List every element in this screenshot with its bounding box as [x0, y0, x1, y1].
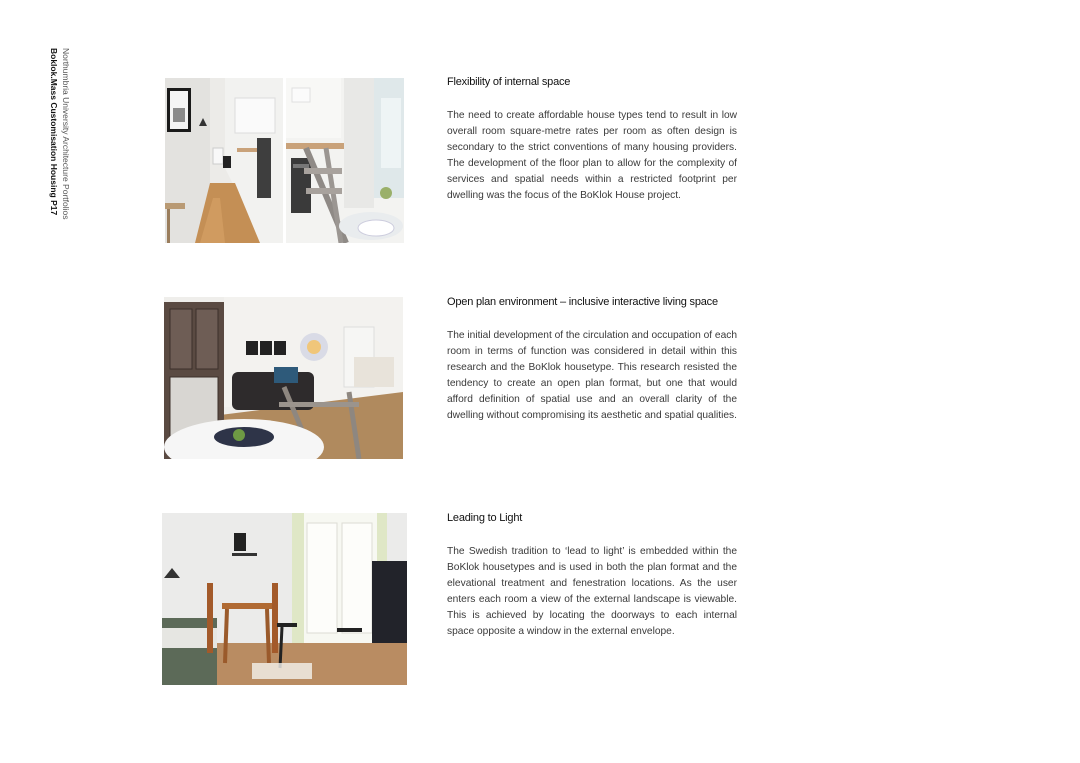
section-title: Leading to Light — [447, 512, 523, 524]
section-title: Flexibility of internal space — [447, 76, 571, 88]
project-title: Boklok.Mass Customisation Housing P17 — [49, 48, 59, 216]
living-room-photo — [164, 297, 403, 459]
section-body: The need to create affordable house types tend to result in low overall room square-metre rates per room as often design is secondary to the strict conventions of many housing providers. The development of the floor plan to allow for the complexity of services and spatial needs within a restricted footprint per dwelling was the focus of the BoKlok House project. — [447, 110, 737, 202]
sidebar-caption — [46, 48, 74, 240]
hallway-photo — [165, 78, 283, 243]
portfolio-name: Northumbria University Architecture Portfolios — [61, 48, 71, 220]
section-title: Open plan environment – inclusive interactive living space — [447, 296, 718, 308]
section-leading-to-light — [447, 512, 737, 641]
kitchen-photo — [286, 78, 404, 243]
dining-corner-photo — [162, 513, 407, 685]
section-flexibility — [447, 76, 737, 205]
section-body: The Swedish tradition to ‘lead to light’ is embedded within the BoKlok housetypes and is used in both the plan format and the elevational treatment and fenestration locations. As the user enters each room a view of the external landscape is viewable. This is achieved by locating the doorways to each internal space opposite a window in the external envelope. — [447, 546, 737, 638]
section-open-plan — [447, 296, 737, 425]
section-body: The initial development of the circulation and occupation of each room in terms of function was considered in detail within this research and the BoKlok housetype. This research resisted the tendency to create an open plan format, but one that would afford definition of spatial use and an overall clarity of the dwelling without compromising its aesthetic and spatial qualities. — [447, 330, 737, 422]
